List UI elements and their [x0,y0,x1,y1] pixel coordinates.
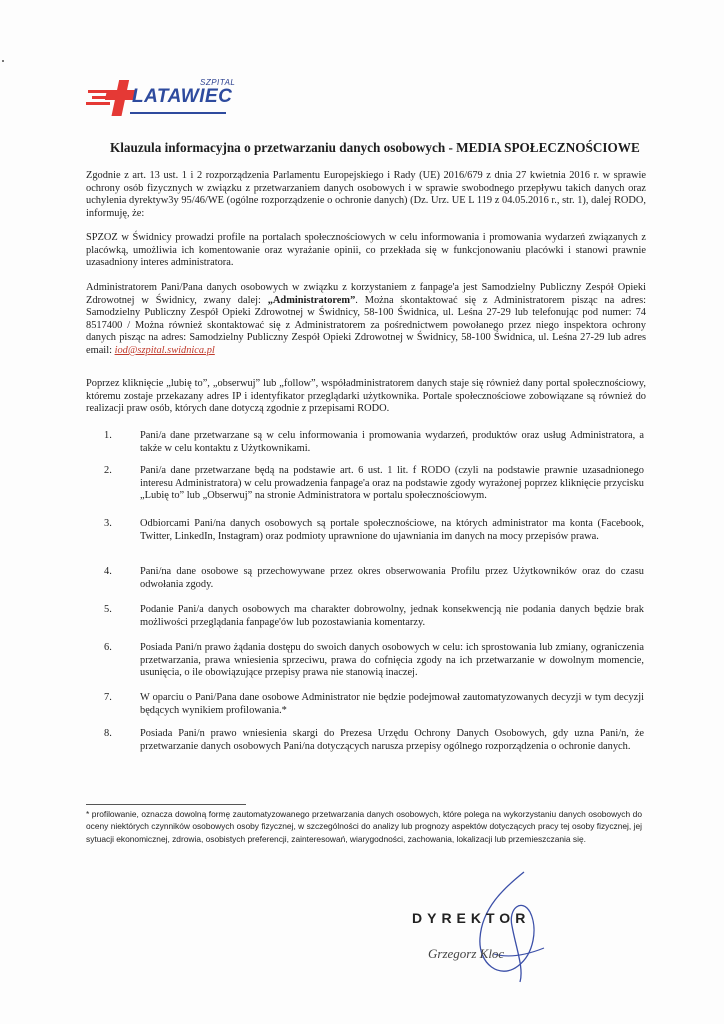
admin-text-part1: Administratorem Pani/Pana danych osobowych w związku z korzystaniem z fanpage'a jest Samodzielny Publiczny Zespół Opieki Zdrowotnej w Świdnicy, zwany dalej: [86,282,646,306]
list-number: 8. [104,728,112,739]
email-link[interactable]: iod@szpital.swidnica.pl [114,344,215,356]
list-number: 2. [104,465,112,476]
footnote-divider [86,804,246,805]
scan-mark [2,60,4,62]
list-text: Pani/a dane przetwarzane są w celu informowania i promowania wydarzeń, produktów oraz usług Administratora, a także w celu kontaktu z Użytkownikami. [140,430,644,454]
list-number: 1. [104,430,112,441]
list-number: 7. [104,692,112,703]
admin-bold-term: „Administratorem” [267,294,356,306]
list-number: 3. [104,518,112,529]
logo-name: LATAWIEC [132,86,233,107]
list-text: W oparciu o Pani/Pana dane osobowe Administrator nie będzie podejmował zautomatyzowanych decyzji w tym decyzji będących wynikiem profilowania.* [140,692,644,716]
list-text: Pani/na dane osobowe są przechowywane przez okres obserwowania Profilu przez Użytkowników oraz do czasu odwołania zgody. [140,566,644,590]
list-number: 6. [104,642,112,653]
signatory-name: Grzegorz Kloc [428,946,505,961]
list-text: Posiada Pani/n prawo wniesienia skargi do Prezesa Urzędu Ochrony Danych Osobowych, gdy uzna Pani/n, że przetwarzanie danych osobowych Pani/na dotyczących narusza przepisy ogólnego rozporządzenia o ochronie danych. [140,728,644,752]
intro-paragraph: Zgodnie z art. 13 ust. 1 i 2 rozporządzenia Parlamentu Europejskiego i Rady (UE) 2016/679 z dnia 27 kwietnia 2016 r. w sprawie ochrony osób fizycznych w związku z przetwarzaniem danych osobowych i w sprawie swobodnego przepływu takich danych oraz uchylenia dyrektyw3y 95/46/WE (ogólne rozporządzenie o ochronie danych) (Dz. Urz. UE L 119 z 04.05.2016 r., str. 1), dalej RODO, informuję, że: [86,170,646,219]
list-text: Odbiorcami Pani/na danych osobowych są portale społecznościowe, na których administrator ma konta (Facebook, Twitter, LinkedIn, Instagram) oraz podmioty uprawnione do ujawniania im danych na mocy przepisów prawa. [140,518,644,542]
footnote: * profilowanie, oznacza dowolną formę zautomatyzowanego przetwarzania danych osobowych, które polega na wykorzystaniu danych osobowych do oceny niektórych czynników osobowych osoby fizycznej, w szczególności do analizy lub prognozy aspektów dotyczących pracy tej osoby fizycznej, jej sytuacji ekonomicznej, zdrowia, osobistych preferencji, zainteresowań, wiarygodności, zachowania, lokalizacji lub przemieszczania się. [86,809,642,844]
director-title: DYREKTOR [412,910,531,926]
list-number: 5. [104,604,112,615]
document-title: Klauzula informacyjna o przetwarzaniu danych osobowych - MEDIA SPOŁECZNOŚCIOWE [110,140,640,155]
list-number: 4. [104,566,112,577]
list-text: Pani/a dane przetwarzane będą na podstawie art. 6 ust. 1 lit. f RODO (czyli na podstawie prawnie uzasadnionego interesu Administratora) w celu prowadzenia fanpage'a oraz na podstawie zgody wyrażonej poprzez kliknięcie przycisku „Lubię to” lub „Obserwuj” na stronie Administratora w portalu społecznościowym. [140,465,644,502]
handwritten-signature [464,868,554,988]
hospital-logo [84,76,259,126]
spzoz-paragraph: SPZOZ w Świdnicy prowadzi profile na portalach społecznościowych w celu informowania i promowania wydarzeń związanych z placówką, umożliwia ich komentowanie oraz wyrażanie opinii, co przekłada się w funkcjonowaniu placówki i stanowi prawnie uzasadniony interes administratora. [86,232,646,269]
admin-text-part2: . Można skontaktować się z Administratorem pisząc na adres: Samodzielny Publiczny Zespół Opieki Zdrowotnej w Świdnicy, 58-100 Świdnica, ul. Leśna 27-29 lub telefonując pod numer: 74 8517400 / Można również skontaktować się z Administratorem za pośrednictwem powołanego przez niego inspektora ochrony danych pisząc na adres: Samodzielny Publiczny Zespół Opieki Zdrowotnej w Świdnicy, 58-100 Świdnica, ul. Leśna 27-29 lub adres email: [86,294,646,356]
list-text: Posiada Pani/n prawo żądania dostępu do swoich danych osobowych w celu: ich sprostowania lub zmiany, ograniczenia przetwarzania, prawa wniesienia sprzeciwu, prawa do cofnięcia zgody na ich przetwarzanie w dowolnym momencie, usunięcia, o ile obowiązujące przepisy prawa nie stanowią inaczej. [140,642,644,679]
administrator-paragraph [86,282,646,358]
like-paragraph: Poprzez kliknięcie „lubię to”, „obserwuj” lub „follow”, współadministratorem danych staje się również dany portal społecznościowy, któremu zostaje przekazany adres IP i identyfikator przeglądarki użytkownika. Portale społecznościowe zobowiązane są również do realizacji praw osób, których dane dotyczą zgodnie z przepisami RODO. [86,378,646,415]
list-text: Podanie Pani/a danych osobowych ma charakter dobrowolny, jednak konsekwencją nie podania danych będzie brak możliwości przeglądania fanpage'ów lub pozostawiania komentarzy. [140,604,644,628]
logo-tagline: SZPITAL [200,78,236,87]
